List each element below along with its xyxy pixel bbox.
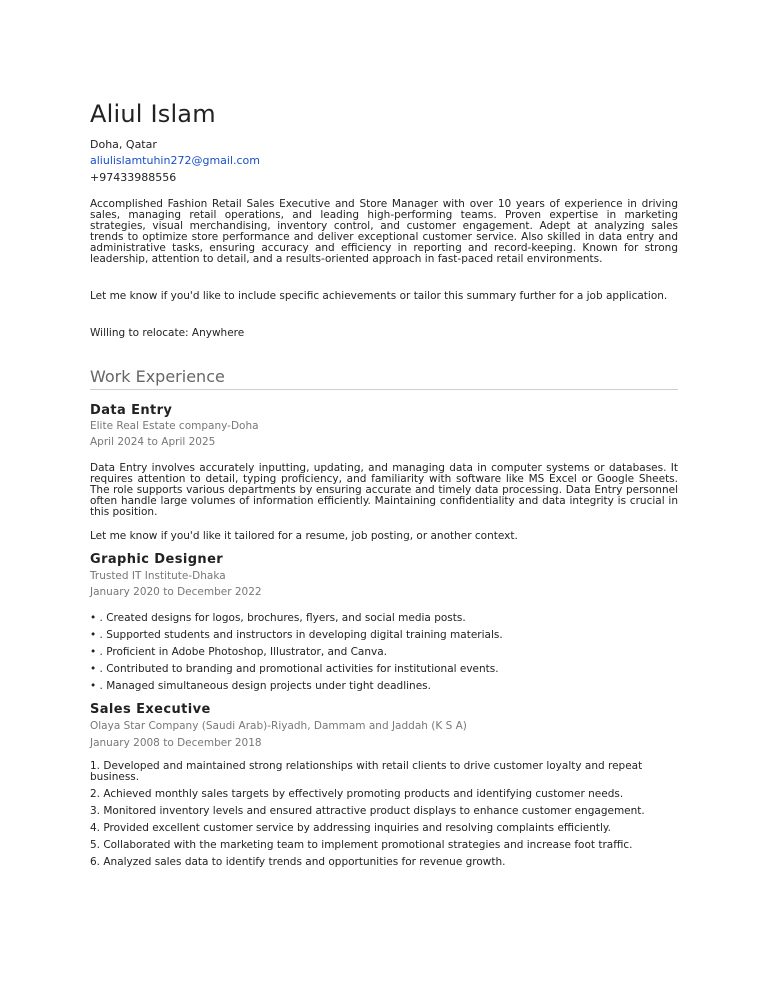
company-name: Trusted IT Institute: [90, 570, 189, 582]
job-description: Data Entry involves accurately inputting, updating, and managing data in computer systems or databases. It requires attention to detail, typing proficiency, and familiarity with software like MS Excel or Google Sheets. The role supports various departments by ensuring accurate and timely data processing. Data Entry personnel often handle large volumes of information efficiently. Maintaining confidentiality and data integrity is crucial in this position.: [90, 462, 678, 518]
email-link[interactable]: aliulislamtuhin272@gmail.com: [90, 154, 261, 167]
summary-note: Let me know if you'd like to include specific achievements or tailor this summary further for a job application.: [90, 290, 668, 302]
list-item: 6. Analyzed sales data to identify trends and opportunities for revenue growth.: [90, 856, 506, 868]
list-item: • . Supported students and instructors in developing digital training materials.: [90, 629, 503, 641]
company-name: Olaya Star Company (Saudi Arab): [90, 720, 268, 732]
job-note: Let me know if you'd like it tailored for a resume, job posting, or another context.: [90, 530, 518, 542]
separator: -: [188, 570, 193, 582]
summary-paragraph: Accomplished Fashion Retail Sales Executive and Store Manager with over 10 years of experience in driving sales, managing retail operations, and leading high-performing teams. Proven expertise in marketing strategies, visual merchandising, inventory control, and customer engagement. Adept at analyzing sales trends to optimize store performance and deliver exceptional customer service. Also skilled in data entry and administrative tasks, ensuring accuracy and efficiency in reporting and record-keeping. Known for strong leadership, attention to detail, and a results-oriented approach in fast-paced retail environments.: [90, 198, 678, 265]
job-dates: January 2008 to December 2018: [90, 737, 262, 749]
job-employer: [90, 570, 226, 582]
list-item: 4. Provided excellent customer service by addressing inquiries and resolving complaints efficiently.: [90, 822, 611, 834]
job-employer: [90, 720, 467, 732]
job-title: Data Entry: [90, 403, 173, 418]
job-location: Riyadh, Dammam and Jaddah (K S A): [271, 720, 467, 732]
job-employer: [90, 420, 259, 432]
job-location: Dhaka: [192, 570, 226, 582]
list-item: • . Created designs for logos, brochures, flyers, and social media posts.: [90, 612, 466, 624]
relocation-note: Willing to relocate: Anywhere: [90, 327, 245, 339]
list-item: • . Proficient in Adobe Photoshop, Illustrator, and Canva.: [90, 646, 387, 658]
list-item: • . Managed simultaneous design projects under tight deadlines.: [90, 680, 431, 692]
job-numbered-list: [90, 761, 678, 874]
list-item: 3. Monitored inventory levels and ensured attractive product displays to enhance customer engagement.: [90, 805, 645, 817]
company-name: Elite Real Estate company: [90, 420, 228, 432]
candidate-name: Aliul Islam: [90, 100, 216, 128]
job-dates: January 2020 to December 2022: [90, 586, 262, 598]
job-title: Sales Executive: [90, 702, 211, 717]
job-location: Doha: [230, 420, 259, 432]
section-heading-work-experience: Work Experience: [90, 367, 225, 386]
phone-number: +97433988556: [90, 171, 177, 184]
list-item: 1. Developed and maintained strong relationships with retail clients to drive customer loyalty and repeat business.: [90, 760, 643, 783]
job-bullet-list: [90, 611, 503, 696]
location: Doha, Qatar: [90, 138, 157, 151]
list-item: 5. Collaborated with the marketing team to implement promotional strategies and increase foot traffic.: [90, 839, 633, 851]
job-dates: April 2024 to April 2025: [90, 436, 216, 448]
list-item: 2. Achieved monthly sales targets by effectively promoting products and identifying customer needs.: [90, 788, 624, 800]
list-item: • . Contributed to branding and promotional activities for institutional events.: [90, 663, 499, 675]
separator: -: [227, 420, 231, 432]
job-title: Graphic Designer: [90, 552, 224, 567]
separator: -: [267, 720, 272, 732]
section-divider: [90, 389, 678, 390]
